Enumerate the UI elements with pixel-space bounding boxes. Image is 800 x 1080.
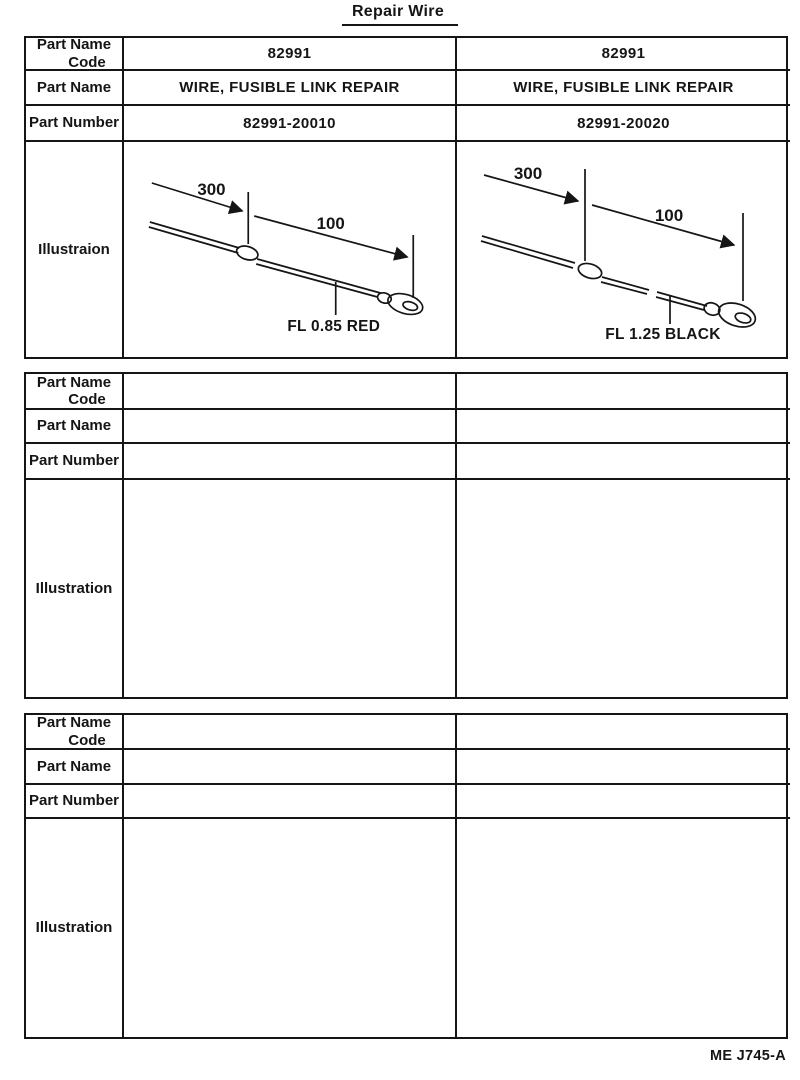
part-name-code-value: 82991 bbox=[457, 38, 790, 71]
part-number-value: 82991-20020 bbox=[457, 106, 790, 142]
wire-line bbox=[257, 259, 380, 293]
parts-table-2 bbox=[24, 372, 788, 699]
wire-line bbox=[481, 241, 573, 268]
wire-line bbox=[150, 222, 239, 248]
part-name-code-value bbox=[457, 715, 790, 750]
part-number-value bbox=[124, 785, 457, 819]
wire-illustration-fl125 bbox=[457, 142, 790, 357]
row-label-line: Part Name bbox=[36, 715, 112, 732]
terminal-sleeve bbox=[376, 291, 392, 304]
row-label-part-name: Part Name bbox=[26, 71, 124, 106]
title-row bbox=[0, 3, 800, 26]
row-label-part-name: Part Name bbox=[26, 750, 124, 785]
dimension-label: 300 bbox=[513, 164, 543, 183]
row-label-line: Code bbox=[68, 391, 106, 408]
illustration-cell bbox=[457, 142, 790, 357]
row-label-line: Part Name bbox=[36, 374, 112, 391]
row-label-line: Code bbox=[68, 53, 106, 71]
part-name-code-value bbox=[124, 374, 457, 410]
part-number-value: 82991-20010 bbox=[124, 106, 457, 142]
row-label-part-name-code bbox=[26, 374, 124, 410]
part-number-value bbox=[457, 785, 790, 819]
wire-type-label: FL 0.85 RED bbox=[287, 317, 381, 336]
wire-drawing bbox=[481, 236, 758, 331]
part-name-value bbox=[124, 410, 457, 444]
part-number-value bbox=[457, 444, 790, 480]
wire-type-label: FL 1.25 BLACK bbox=[605, 326, 721, 343]
row-label-illustration: Illustration bbox=[26, 819, 124, 1037]
row-label-part-name-code bbox=[26, 38, 124, 71]
dimension-lines bbox=[484, 169, 743, 324]
page-title: Repair Wire bbox=[342, 3, 458, 26]
row-label-illustration: Illustraion bbox=[26, 142, 124, 357]
row-label-line: Code bbox=[68, 731, 106, 749]
row-label-illustration: Illustration bbox=[26, 480, 124, 697]
illustration-cell bbox=[124, 142, 457, 357]
ring-terminal-hole bbox=[734, 311, 752, 325]
illustration-cell-empty bbox=[457, 819, 790, 1037]
part-name-code-value: 82991 bbox=[124, 38, 457, 71]
illustration-cell-empty bbox=[124, 480, 457, 697]
part-name-value bbox=[457, 750, 790, 785]
wire-illustration-fl085 bbox=[124, 142, 455, 357]
row-label-part-name-code bbox=[26, 715, 124, 750]
wire-line bbox=[482, 236, 575, 263]
dimension-label: 300 bbox=[197, 179, 226, 200]
crimp-splice bbox=[576, 261, 603, 281]
illustration-cell-empty bbox=[457, 480, 790, 697]
doc-code: ME J745-A bbox=[709, 1048, 786, 1064]
ring-terminal bbox=[716, 299, 759, 332]
parts-table-1 bbox=[24, 36, 788, 359]
dimension-label: 100 bbox=[316, 213, 345, 234]
part-name-value bbox=[124, 750, 457, 785]
row-label-part-number: Part Number bbox=[26, 785, 124, 819]
row-label-part-number: Part Number bbox=[26, 106, 124, 142]
part-name-value bbox=[457, 410, 790, 444]
row-label-line: Part Name bbox=[36, 38, 112, 54]
illustration-cell-empty bbox=[124, 819, 457, 1037]
part-name-code-value bbox=[457, 374, 790, 410]
dimension-label: 100 bbox=[654, 206, 684, 225]
ring-terminal-hole bbox=[402, 300, 419, 312]
crimp-splice bbox=[235, 244, 260, 263]
wire-line bbox=[256, 264, 377, 297]
ring-terminal bbox=[385, 290, 425, 318]
wire-drawing bbox=[149, 222, 425, 318]
part-name-value: WIRE, FUSIBLE LINK REPAIR bbox=[457, 71, 790, 106]
part-number-value bbox=[124, 444, 457, 480]
row-label-part-name: Part Name bbox=[26, 410, 124, 444]
part-name-code-value bbox=[124, 715, 457, 750]
wire-line bbox=[149, 227, 238, 253]
parts-table-3 bbox=[24, 713, 788, 1039]
row-label-part-number: Part Number bbox=[26, 444, 124, 480]
part-name-value: WIRE, FUSIBLE LINK REPAIR bbox=[124, 71, 457, 106]
